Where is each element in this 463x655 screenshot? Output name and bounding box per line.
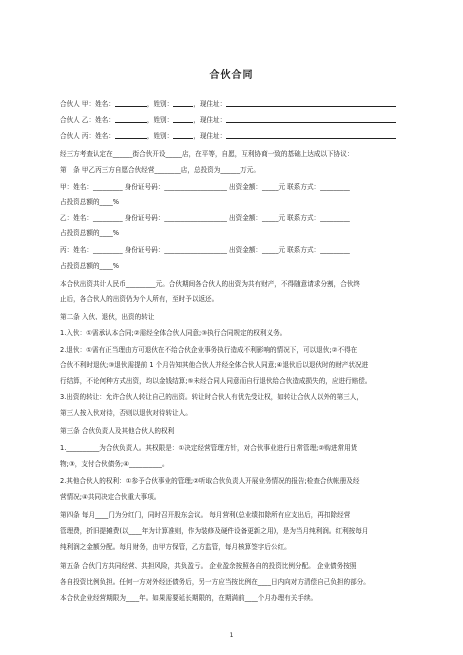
transfer-clause-1: 3.出资的转让：允许合伙人转让自己的出资。转让时合伙人有优先受让权，如转让合伙人以外的第三人， (60, 393, 364, 401)
name-blank (115, 116, 147, 123)
article-4-line-3: 纯利润之金额分配。每月财务，由甲方保管，乙方监管，每月核算签字后公红。 (60, 543, 291, 551)
investor-b-line: 乙：姓名：_________ 身份证号码：___________________ 出资金额：_____元 联系方式：_________ (60, 214, 350, 222)
partner-c-prefix: 合伙人 丙：姓名： (60, 132, 115, 140)
address-blank (226, 100, 396, 107)
transfer-clause-2: 第三人按入伙对待，否则以退伙对待转让人。 (60, 409, 192, 417)
join-clause: 1.入伙：①需承认本合同;②需经全体合伙人同意;③执行合同规定的权利义务。 (60, 329, 287, 337)
partner-rights-1: 2.其他合伙人的权利：①参予合伙事业的管理;②听取合伙负责人开展业务情况的报告;检查合伙帐册及经 (60, 477, 360, 485)
investor-c-line: 丙：姓名：_________ 身份证号码：___________________ 出资金额：_____元 联系方式：_________ (60, 246, 350, 254)
partner-a-line (60, 100, 432, 108)
intro-text: 经三方考查认定在______街合伙开设_____店，在平等，自愿，互利协商一致的基础上达成以下协议： (60, 150, 354, 158)
article-3-heading: 第三条 合伙负责人及其他合伙人的权利 (60, 427, 175, 435)
capital-para-1: 本合伙出资共计人民币_________元。合伙期间各合伙人的出资为共有财产，不得随意请求分割，合伙终 (60, 280, 361, 288)
address-blank (226, 116, 396, 123)
capital-para-2: 止后，各合伙人的出资仍为个人所有，至时予以返还。 (60, 295, 219, 303)
manager-clause-1: 1.__________为合伙负责人。其权限是：①决定经营管理方针，对合伙事业进行日常管理;②购进常用货 (60, 444, 358, 452)
gender-blank (173, 100, 193, 107)
investor-c-share: 占投资总额的____% (60, 262, 120, 270)
partner-a-prefix: 合伙人 甲：姓名： (60, 100, 115, 108)
address-label: ，现住址： (193, 132, 227, 140)
gender-label: ，姓别： (146, 132, 174, 140)
partner-c-line (60, 132, 432, 140)
address-label: ，现住址： (193, 116, 227, 124)
article-1: 第 条 甲乙丙三方自愿合伙经营________店，总投资为______万元。 (60, 166, 260, 174)
withdraw-clause-3: 行结算，不论何种方式出资，均以金钱结算;⑤未经合同人同意而自行退伙给合伙造成损失的，应进行赔偿。 (60, 377, 372, 385)
page-title: 合伙合同 (209, 70, 254, 81)
withdraw-clause-1: 2.退伙：①需有正当理由方可退伙在不给合伙企业事务执行造成不利影响的情况下，可以退伙;②不得在 (60, 346, 358, 354)
address-blank (226, 132, 396, 139)
article-5-line-3: 本合伙企业经营期限为____年。如果需要延长期限的，在期满前____个月办理有关手续。 (60, 594, 318, 602)
investor-a-share: 占投资总额的____% (60, 198, 120, 206)
partner-b-line (60, 116, 432, 124)
manager-clause-2: 物;③，支付合伙债务;④__________。 (60, 460, 169, 468)
partner-b-prefix: 合伙人 乙：姓名： (60, 116, 115, 124)
withdraw-clause-2: 合伙不利时退伙;③退伙需提前 1 个月告知其他合伙人并经全体合伙人同意;④退伙后以退伙时的财产状况进 (60, 361, 369, 369)
article-4-line-1: 第四条 每月____门为分红门，同时召开股东会议。 每月营利(总业绩扣除所有应支出后，再扣除经营 (60, 511, 351, 519)
gender-blank (173, 132, 193, 139)
article-2-heading: 第二条 入伙、退伙，出资的转让 (60, 313, 155, 321)
gender-label: ，姓别： (146, 100, 174, 108)
address-label: ，现住址： (193, 100, 227, 108)
article-5-line-1: 第五条 合伙门方共同经营、共担风险，共负盈亏。 企业盈余按照各自的投资比例分配。 企业债务按照 (60, 562, 357, 570)
page-number: 1 (229, 632, 234, 639)
investor-a-line: 甲：姓名：_________ 身份证号码：___________________ 出资金额：_____元 联系方式：_________ (60, 183, 350, 191)
name-blank (115, 132, 147, 139)
article-5-line-2: 各自投资比例负担。任何一方对外经还债务后，另一方应当按比例在____日内向对方清偿自己负担的部分。 (60, 578, 370, 586)
investor-b-share: 占投资总额的____% (60, 229, 120, 237)
article-4-line-2: 管理费，折旧提摊费(以____年为计算准则，作为装修及硬件设备更新之用)，是为当月纯利润。红利按每月 (60, 527, 369, 535)
partner-rights-2: 营情况;④共同决定合伙重大事项。 (60, 493, 161, 501)
name-blank (115, 100, 147, 107)
gender-blank (173, 116, 193, 123)
gender-label: ，姓别： (146, 116, 174, 124)
